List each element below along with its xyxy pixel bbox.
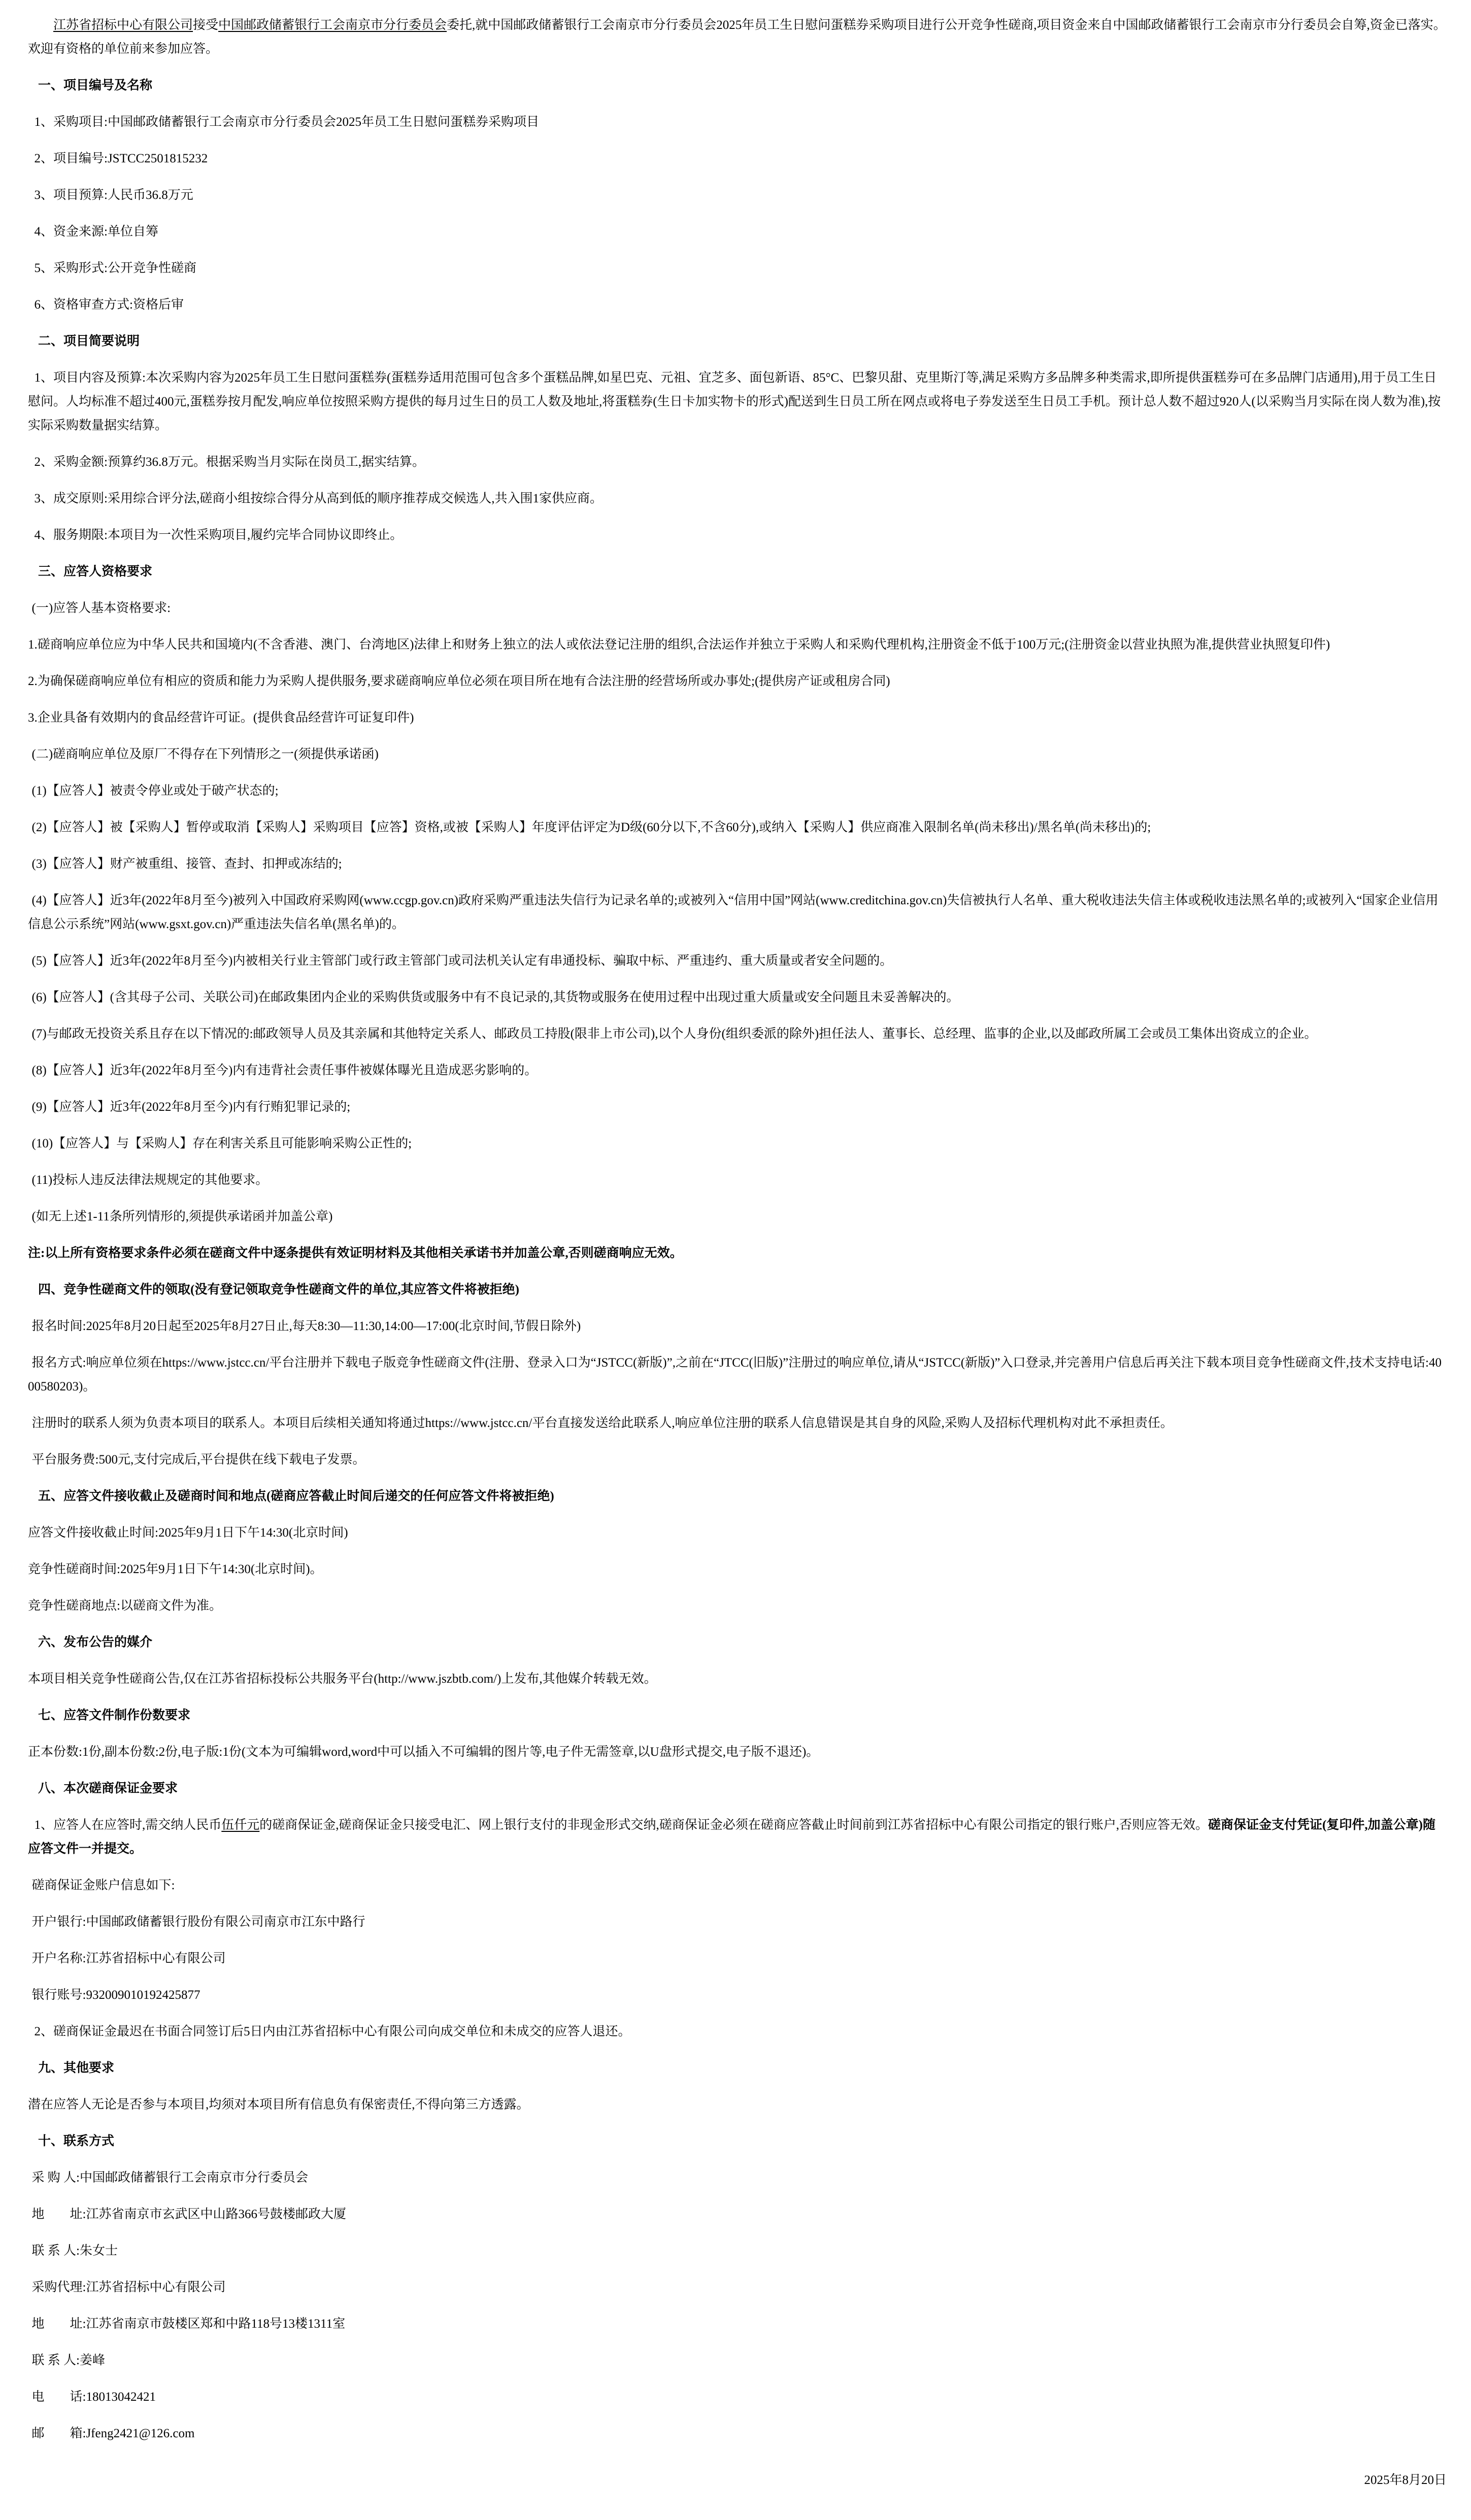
heading-3 — [28, 560, 1447, 584]
text-segment: 4、资金来源:单位自筹 — [34, 225, 158, 239]
text-segment: 磋商保证金账户信息如下: — [31, 1879, 175, 1892]
underlined-text: 伍仟元 — [221, 1818, 260, 1832]
prohibited-1 — [28, 779, 1447, 803]
text-segment: (5)【应答人】近3年(2022年8月至今)内被相关行业主管部门或行政主管部门或司法机关认定有串通投标、骗取中标、严重违约、重大质量或者安全问题的。 — [31, 954, 893, 968]
heading-5 — [28, 1484, 1447, 1508]
service-period — [28, 523, 1447, 547]
project-number — [28, 147, 1447, 171]
heading-9 — [28, 2056, 1447, 2080]
text-segment: 潜在应答人无论是否参与本项目,均须对本项目所有信息负有保密责任,不得向第三方透露。 — [28, 2098, 529, 2112]
text-segment: 采购代理:江苏省招标中心有限公司 — [31, 2280, 226, 2294]
text-segment: 接受 — [193, 18, 219, 32]
purchase-amount — [28, 450, 1447, 474]
text-segment: 3、成交原则:采用综合评分法,磋商小组按综合得分从高到低的顺序推荐成交候选人,共入围1家供应商。 — [34, 492, 603, 505]
text-segment: 委托,就中国邮政储蓄银行工会南京市分行委员会2025年员工生日慰问蛋糕券采购项目进行公开竞争性磋商,项目资金来自中国邮政储蓄银行工会南京市分行委员会自筹,资金已落实。欢迎有资格的单位前来参加应答。 — [28, 18, 1446, 56]
text-segment: 报名方式:响应单位须在https://www.jstcc.cn/平台注册并下载电子版竞争性磋商文件(注册、登录入口为“JSTCC(新版)”,之前在“JTCC(旧版)”注册过的响应单位,请从“JSTCC(新版)”入口登录,并完善用户信息后再关注下载本项目竞争性磋商文件,技术支持电话:4000580203)。 — [28, 1356, 1442, 1393]
prohibited-7 — [28, 1022, 1447, 1046]
text-segment: 银行账号:932009010192425877 — [31, 1988, 200, 2002]
text-segment: 应答文件接收截止时间:2025年9月1日下午14:30(北京时间) — [28, 1526, 348, 1540]
text-segment: 联 系 人:姜峰 — [31, 2354, 105, 2367]
qualification-review — [28, 293, 1447, 317]
agency-email — [28, 2422, 1447, 2445]
qualification-3 — [28, 706, 1447, 730]
text-segment: 九、其他要求 — [38, 2061, 115, 2075]
negotiation-time — [28, 1557, 1447, 1581]
purchaser-contact — [28, 2239, 1447, 2263]
text-segment: 4、服务期限:本项目为一次性采购项目,履约完毕合同协议即终止。 — [34, 528, 403, 542]
text-segment: 本项目相关竞争性磋商公告,仅在江苏省招标投标公共服务平台(http://www.jszbtb.com/)上发布,其他媒介转载无效。 — [28, 1672, 657, 1686]
deposit-account-intro — [28, 1874, 1447, 1897]
text-segment: 3.企业具备有效期内的食品经营许可证。(提供食品经营许可证复印件) — [28, 711, 414, 725]
text-segment: 注册时的联系人须为负责本项目的联系人。本项目后续相关通知将通过https://www.jstcc.cn/平台直接发送给此联系人,响应单位注册的联系人信息错误是其自身的风险,采购人及招标代理机构对此不承担责任。 — [31, 1416, 1173, 1430]
prohibited-11 — [28, 1168, 1447, 1192]
heading-1 — [28, 74, 1447, 97]
award-principle — [28, 487, 1447, 510]
agency-contact — [28, 2348, 1447, 2372]
response-deadline — [28, 1521, 1447, 1545]
text-segment: 联 系 人:朱女士 — [31, 2244, 118, 2258]
project-content — [28, 366, 1447, 437]
text-segment: 十、联系方式 — [38, 2134, 115, 2148]
heading-10 — [28, 2129, 1447, 2153]
text-segment: 六、发布公告的媒介 — [38, 1636, 153, 1649]
text-segment: (9)【应答人】近3年(2022年8月至今)内有行贿犯罪记录的; — [31, 1100, 351, 1114]
prohibited-8 — [28, 1059, 1447, 1082]
purchaser-address — [28, 2202, 1447, 2226]
agency — [28, 2275, 1447, 2299]
text-segment: (6)【应答人】(含其母子公司、关联公司)在邮政集团内企业的采购供货或服务中有不良记录的,其货物或服务在使用过程中出现过重大质量或安全问题且未妥善解决的。 — [31, 991, 959, 1004]
text-segment: 1、项目内容及预算:本次采购内容为2025年员工生日慰问蛋糕券(蛋糕券适用范围可包含多个蛋糕品牌,如星巴克、元祖、宜芝多、面包新语、85°C、巴黎贝甜、克里斯汀等,满足采购方多品牌多种类需求,即所提供蛋糕券可在多品牌门店通用),用于员工生日慰问。人均标准不超过400元,蛋糕券按月配发,响应单位按照采购方提供的每月过生日的员工人数及地址,将蛋糕券(生日卡加实物卡的形式)配送到生日员工所在网点或将电子券发送至生日员工手机。预计总人数不超过920人(以采购当月实际在岗人数为准),按实际采购数量据实结算。 — [28, 371, 1441, 432]
text-segment: (如无上述1-11条所列情形的,须提供承诺函并加盖公章) — [31, 1210, 333, 1223]
text-segment: 七、应答文件制作份数要求 — [38, 1709, 191, 1722]
text-segment: 注:以上所有资格要求条件必须在磋商文件中逐条提供有效证明材料及其他相关承诺书并加盖公章,否则磋商响应无效。 — [28, 1246, 683, 1260]
qualification-1 — [28, 633, 1447, 657]
negotiation-place — [28, 1594, 1447, 1618]
prohibited-9 — [28, 1095, 1447, 1119]
heading-2 — [28, 329, 1447, 353]
text-segment: 邮 箱:Jfeng2421@126.com — [31, 2427, 195, 2440]
project-budget — [28, 183, 1447, 207]
deposit-bank — [28, 1910, 1447, 1934]
platform-fee — [28, 1448, 1447, 1472]
prohibited-6 — [28, 985, 1447, 1009]
text-segment: 一、项目编号及名称 — [38, 79, 153, 92]
registration-method — [28, 1351, 1447, 1399]
text-segment: 6、资格审查方式:资格后审 — [34, 298, 184, 312]
document-body — [28, 13, 1447, 2445]
prohibited-5 — [28, 949, 1447, 973]
deposit-refund — [28, 2020, 1447, 2044]
heading-4 — [28, 1278, 1447, 1302]
text-segment: (2)【应答人】被【采购人】暂停或取消【采购人】采购项目【应答】资格,或被【采购人】年度评估评定为D级(60分以下,不含60分),或纳入【采购人】供应商准入限制名单(尚未移出)/黑名单(尚未移出)的; — [31, 821, 1151, 834]
text-segment: 的磋商保证金,磋商保证金只接受电汇、网上银行支付的非现金形式交纳,磋商保证金必须在磋商应答截止时间前到江苏省招标中心有限公司指定的银行账户,否则应答无效。 — [259, 1818, 1209, 1832]
text-segment: (一)应答人基本资格要求: — [31, 601, 171, 615]
agency-address — [28, 2312, 1447, 2336]
heading-7 — [28, 1704, 1447, 1727]
deposit-requirement — [28, 1813, 1447, 1861]
text-segment: 采 购 人:中国邮政储蓄银行工会南京市分行委员会 — [31, 2171, 308, 2185]
text-segment: 平台服务费:500元,支付完成后,平台提供在线下载电子发票。 — [31, 1453, 365, 1467]
text-segment: 五、应答文件接收截止及磋商时间和地点(磋商应答截止时间后递交的任何应答文件将被拒绝) — [38, 1489, 554, 1503]
heading-6 — [28, 1630, 1447, 1654]
intro — [28, 13, 1447, 61]
text-segment: 八、本次磋商保证金要求 — [38, 1782, 178, 1795]
bold-text: 磋商保证金支付凭证(复印件,加盖公章)随应答文件一并提交。 — [28, 1818, 1435, 1856]
text-segment: 1.磋商响应单位应为中华人民共和国境内(不含香港、澳门、台湾地区)法律上和财务上独立的法人或依法登记注册的组织,合法运作并独立于采购人和采购代理机构,注册资金不低于100万元;(注册资金以营业执照为准,提供营业执照复印件) — [28, 638, 1330, 652]
announcement-media — [28, 1667, 1447, 1691]
text-segment: (10)【应答人】与【采购人】存在利害关系且可能影响采购公正性的; — [31, 1137, 412, 1150]
heading-8 — [28, 1777, 1447, 1800]
text-segment: 电 话:18013042421 — [31, 2390, 156, 2404]
text-segment: 2.为确保磋商响应单位有相应的资质和能力为采购人提供服务,要求磋商响应单位必须在项目所在地有合法注册的经营场所或办事处;(提供房产证或租房合同) — [28, 674, 890, 688]
text-segment: (3)【应答人】财产被重组、接管、查封、扣押或冻结的; — [31, 857, 342, 871]
text-segment: 报名时间:2025年8月20日起至2025年8月27日止,每天8:30—11:30,14:00—17:00(北京时间,节假日除外) — [31, 1319, 581, 1333]
copies-requirement — [28, 1740, 1447, 1764]
funding-source — [28, 220, 1447, 244]
registration-time — [28, 1314, 1447, 1338]
deposit-account-number — [28, 1983, 1447, 2007]
prohibited-10 — [28, 1132, 1447, 1155]
text-segment: 地 址:江苏省南京市玄武区中山路366号鼓楼邮政大厦 — [31, 2207, 346, 2221]
text-segment: 开户银行:中国邮政储蓄银行股份有限公司南京市江东中路行 — [31, 1915, 365, 1929]
text-segment: (1)【应答人】被责令停业或处于破产状态的; — [31, 784, 279, 798]
confidentiality — [28, 2093, 1447, 2117]
underlined-text: 中国邮政储蓄银行工会南京市分行委员会 — [218, 18, 447, 32]
deposit-account-name — [28, 1947, 1447, 1970]
text-segment: (8)【应答人】近3年(2022年8月至今)内有违背社会责任事件被媒体曝光且造成恶劣影响的。 — [31, 1064, 538, 1077]
project-name — [28, 110, 1447, 134]
text-segment: 1、采购项目:中国邮政储蓄银行工会南京市分行委员会2025年员工生日慰问蛋糕券采购项目 — [34, 115, 539, 129]
qualification-2 — [28, 669, 1447, 693]
prohibited-title — [28, 742, 1447, 766]
text-segment: 5、采购形式:公开竞争性磋商 — [34, 261, 196, 275]
text-segment: (二)磋商响应单位及原厂不得存在下列情形之一(须提供承诺函) — [31, 747, 379, 761]
text-segment: 竞争性磋商时间:2025年9月1日下午14:30(北京时间)。 — [28, 1562, 323, 1576]
registration-contact-note — [28, 1411, 1447, 1435]
qualification-note — [28, 1241, 1447, 1265]
text-segment: 开户名称:江苏省招标中心有限公司 — [31, 1952, 226, 1965]
text-segment: 二、项目简要说明 — [38, 334, 140, 348]
basic-qualification-title — [28, 596, 1447, 620]
text-segment: 竞争性磋商地点:以磋商文件为准。 — [28, 1599, 222, 1613]
text-segment: 1、应答人在应答时,需交纳人民币 — [34, 1818, 222, 1832]
text-segment: 三、应答人资格要求 — [38, 565, 153, 578]
text-segment: (11)投标人违反法律法规规定的其他要求。 — [31, 1173, 269, 1187]
procurement-method — [28, 256, 1447, 280]
text-segment: 2、项目编号:JSTCC2501815232 — [34, 152, 208, 165]
text-segment: 四、竞争性磋商文件的领取(没有登记领取竞争性磋商文件的单位,其应答文件将被拒绝) — [38, 1283, 519, 1297]
text-segment: 3、项目预算:人民币36.8万元 — [34, 188, 193, 202]
prohibited-2 — [28, 815, 1447, 839]
underlined-text: 江苏省招标中心有限公司 — [53, 18, 193, 32]
date-line: 2025年8月20日 — [1364, 2473, 1447, 2487]
text-segment: (4)【应答人】近3年(2022年8月至今)被列入中国政府采购网(www.ccgp.gov.cn)政府采购严重违法失信行为记录名单的;或被列入“信用中国”网站(www.creditchina.gov.cn)失信被执行人名单、重大税收违法失信主体或税收违法黑名单的;或被列入“国家企业信用信息公示系统”网站(www.gsxt.gov.cn)严重违法失信名单(黑名单)的。 — [28, 894, 1439, 931]
agency-phone — [28, 2385, 1447, 2409]
text-segment: 正本份数:1份,副本份数:2份,电子版:1份(文本为可编辑word,word中可以插入不可编辑的图片等,电子件无需签章,以U盘形式提交,电子版不退还)。 — [28, 1745, 819, 1759]
text-segment: (7)与邮政无投资关系且存在以下情况的:邮政领导人员及其亲属和其他特定关系人、邮政员工持股(限非上市公司),以个人身份(组织委派的除外)担任法人、董事长、总经理、监事的企业,以及邮政所属工会或员工集体出资成立的企业。 — [31, 1027, 1317, 1041]
prohibited-4 — [28, 889, 1447, 936]
commitment-note — [28, 1205, 1447, 1229]
prohibited-3 — [28, 852, 1447, 876]
text-segment: 2、采购金额:预算约36.8万元。根据采购当月实际在岗员工,据实结算。 — [34, 455, 425, 469]
text-segment: 2、磋商保证金最迟在书面合同签订后5日内由江苏省招标中心有限公司向成交单位和未成交的应答人退还。 — [34, 2025, 631, 2038]
text-segment: 地 址:江苏省南京市鼓楼区郑和中路118号13楼1311室 — [31, 2317, 346, 2331]
purchaser — [28, 2166, 1447, 2190]
